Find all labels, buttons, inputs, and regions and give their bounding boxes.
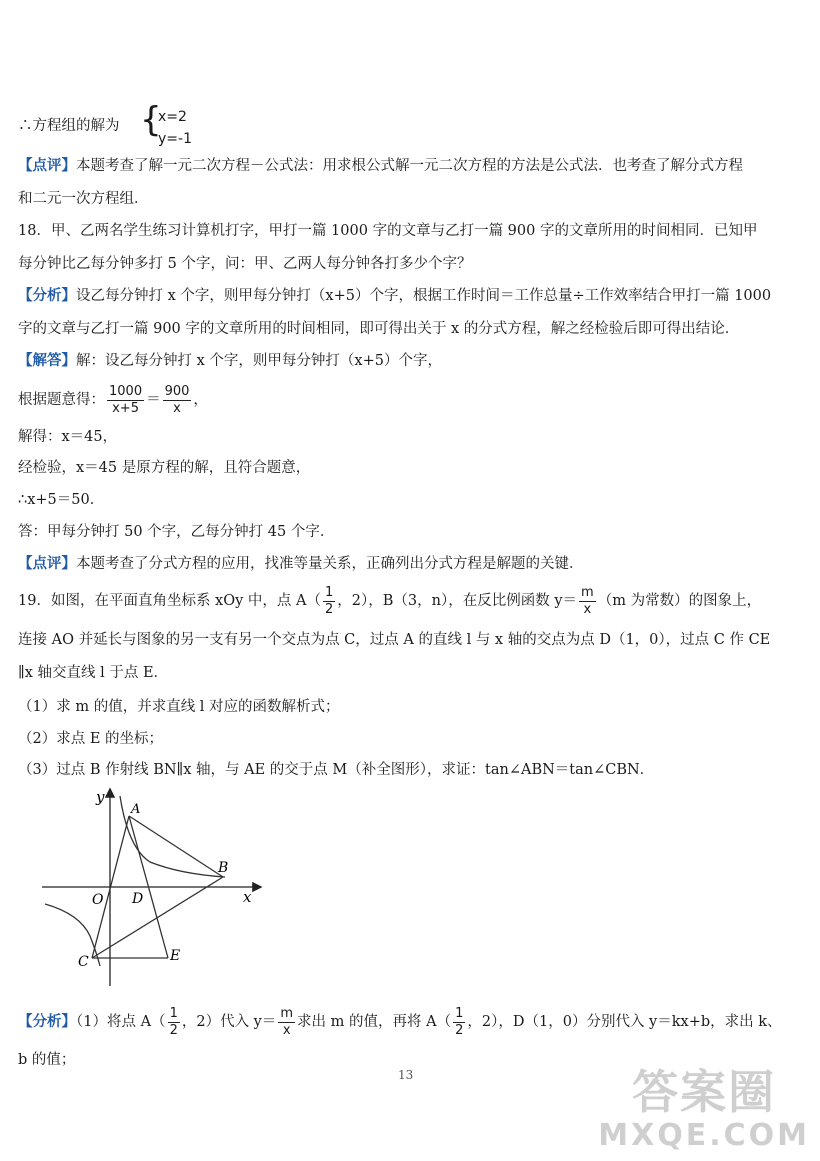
q19-text: 19．如图，在平面直角坐标系 xOy 中，点 A（ (18, 593, 322, 609)
label-x: x (243, 888, 252, 906)
fraction-half (453, 1006, 465, 1039)
q19-analysis-cont: b 的值； (18, 1052, 76, 1068)
equals-sign: ＝ (146, 392, 161, 408)
fraction-denominator: 2 (169, 1022, 178, 1038)
fraction-denominator: 2 (325, 601, 334, 617)
q18-analysis-cont: 字的文章与乙打一篇 900 字的文章所用的时间相同，即可得出关于 x 的分式方程，解之经检验后即可得出结论． (18, 321, 740, 337)
fraction-numerator: 1 (169, 1005, 178, 1021)
fraction-numerator: m (581, 584, 594, 600)
q19-part3: （3）过点 B 作射线 BN∥x 轴，与 AE 的交于点 M（补全图形），求证：tan∠ABN＝tan∠CBN． (18, 762, 655, 778)
q19-part2: （2）求点 E 的坐标； (18, 731, 164, 747)
fraction-denominator: x (282, 1022, 291, 1038)
q19-text: （m 为常数）的图象上， (597, 593, 762, 609)
watermark-title: 答案圈 (632, 1065, 777, 1119)
comment-tag: 【点评】 (18, 555, 76, 572)
fraction-half (323, 585, 335, 618)
analysis-text: （1）将点 A（ (76, 1014, 166, 1030)
analysis-tag: 【分析】 (18, 287, 76, 304)
label-C: C (78, 954, 89, 970)
fraction-numerator: 900 (164, 383, 190, 399)
page-number: 13 (398, 1068, 414, 1082)
equation-prefix: 根据题意得： (18, 392, 105, 408)
q18-check: 经检验，x＝45 是原方程的解，且符合题意， (18, 460, 311, 476)
q18-line1: 18．甲、乙两名学生练习计算机打字，甲打一篇 1000 字的文章与乙打一篇 900 字的文章所用的时间相同．已知甲 (18, 223, 758, 239)
q19-line1 (18, 583, 761, 619)
fraction-denominator: 2 (455, 1022, 464, 1038)
q19-analysis (18, 1004, 782, 1040)
comment-17 (18, 156, 743, 176)
fraction-numerator: 1000 (109, 383, 143, 399)
line-CB (92, 877, 223, 958)
fraction-numerator: m (280, 1005, 294, 1021)
q18-analysis (18, 286, 771, 306)
solution-x: x=2 (158, 109, 187, 125)
label-D: D (132, 891, 144, 907)
comment-text: 本题考查了解一元二次方程－公式法：用求根公式解一元二次方程的方法是公式法．也考查了解分式方程 (76, 158, 743, 174)
analysis-tag: 【分析】 (18, 1013, 76, 1030)
q19-part1: （1）求 m 的值，并求直线 l 对应的函数解析式； (18, 699, 340, 715)
q19-line2: 连接 AO 并延长与图象的另一支有另一个交点为点 C，过点 A 的直线 l 与 x 轴的交点为点 D（1，0），过点 C 作 CE (18, 632, 771, 648)
answer-text: 解：设乙每分钟打 x 个字，则甲每分钟打（x+5）个字， (76, 353, 442, 369)
fraction-1000 (107, 384, 144, 417)
q18-equation (18, 382, 208, 418)
solution-y: y=-1 (158, 131, 192, 147)
analysis-text: ，2），D（1，0）分别代入 y＝kx+b，求出 k、 (467, 1014, 782, 1030)
analysis-text: ，2）代入 y＝ (181, 1014, 277, 1030)
fraction-900 (163, 384, 192, 417)
q18-final: 答：甲每分钟打 50 个字，乙每分钟打 45 个字． (18, 524, 335, 540)
fraction-numerator: 1 (325, 584, 334, 600)
fraction-half (168, 1006, 180, 1039)
label-B: B (218, 860, 229, 876)
label-y: y (96, 788, 105, 806)
comment-tag: 【点评】 (18, 157, 76, 174)
q18-line2: 每分钟比乙每分钟多打 5 个字，问：甲、乙两人每分钟各打多少个字？ (18, 256, 472, 272)
fraction-m-over-x (278, 1006, 295, 1039)
q19-line3: ∥x 轴交直线 l 于点 E． (18, 665, 169, 681)
label-E: E (170, 948, 181, 964)
fraction-denominator: x (173, 400, 181, 416)
analysis-text: 求出 m 的值，再将 A（ (297, 1014, 452, 1030)
analysis-text: 设乙每分钟打 x 个字，则甲每分钟打（x+5）个字，根据工作时间＝工作总量÷工作效率结合甲打一篇 1000 (76, 288, 772, 304)
label-A: A (131, 802, 141, 817)
answer-tag: 【解答】 (18, 352, 76, 369)
equation-end: ， (193, 392, 208, 408)
comment-17-cont: 和二元一次方程组． (18, 191, 149, 207)
q18-answer (18, 351, 442, 371)
q18-comment (18, 554, 584, 574)
system-brace: { (140, 100, 162, 140)
watermark-url: MXQE.COM (598, 1118, 810, 1153)
q18-therefore: ∴x+5＝50． (18, 492, 105, 508)
label-O: O (92, 892, 104, 908)
fraction-m-over-x (579, 585, 596, 618)
fraction-denominator: x (583, 601, 592, 617)
coordinate-figure (40, 786, 270, 986)
fraction-denominator: x+5 (112, 400, 139, 416)
comment-text: 本题考查了分式方程的应用，找准等量关系，正确列出分式方程是解题的关键． (76, 556, 584, 572)
fraction-numerator: 1 (455, 1005, 464, 1021)
solution-conclusion: ∴方程组的解为 (18, 118, 120, 134)
watermark (598, 1065, 810, 1153)
q18-solve: 解得：x＝45， (18, 429, 118, 445)
q19-text: ，2），B（3，n），在反比例函数 y＝ (337, 593, 578, 609)
